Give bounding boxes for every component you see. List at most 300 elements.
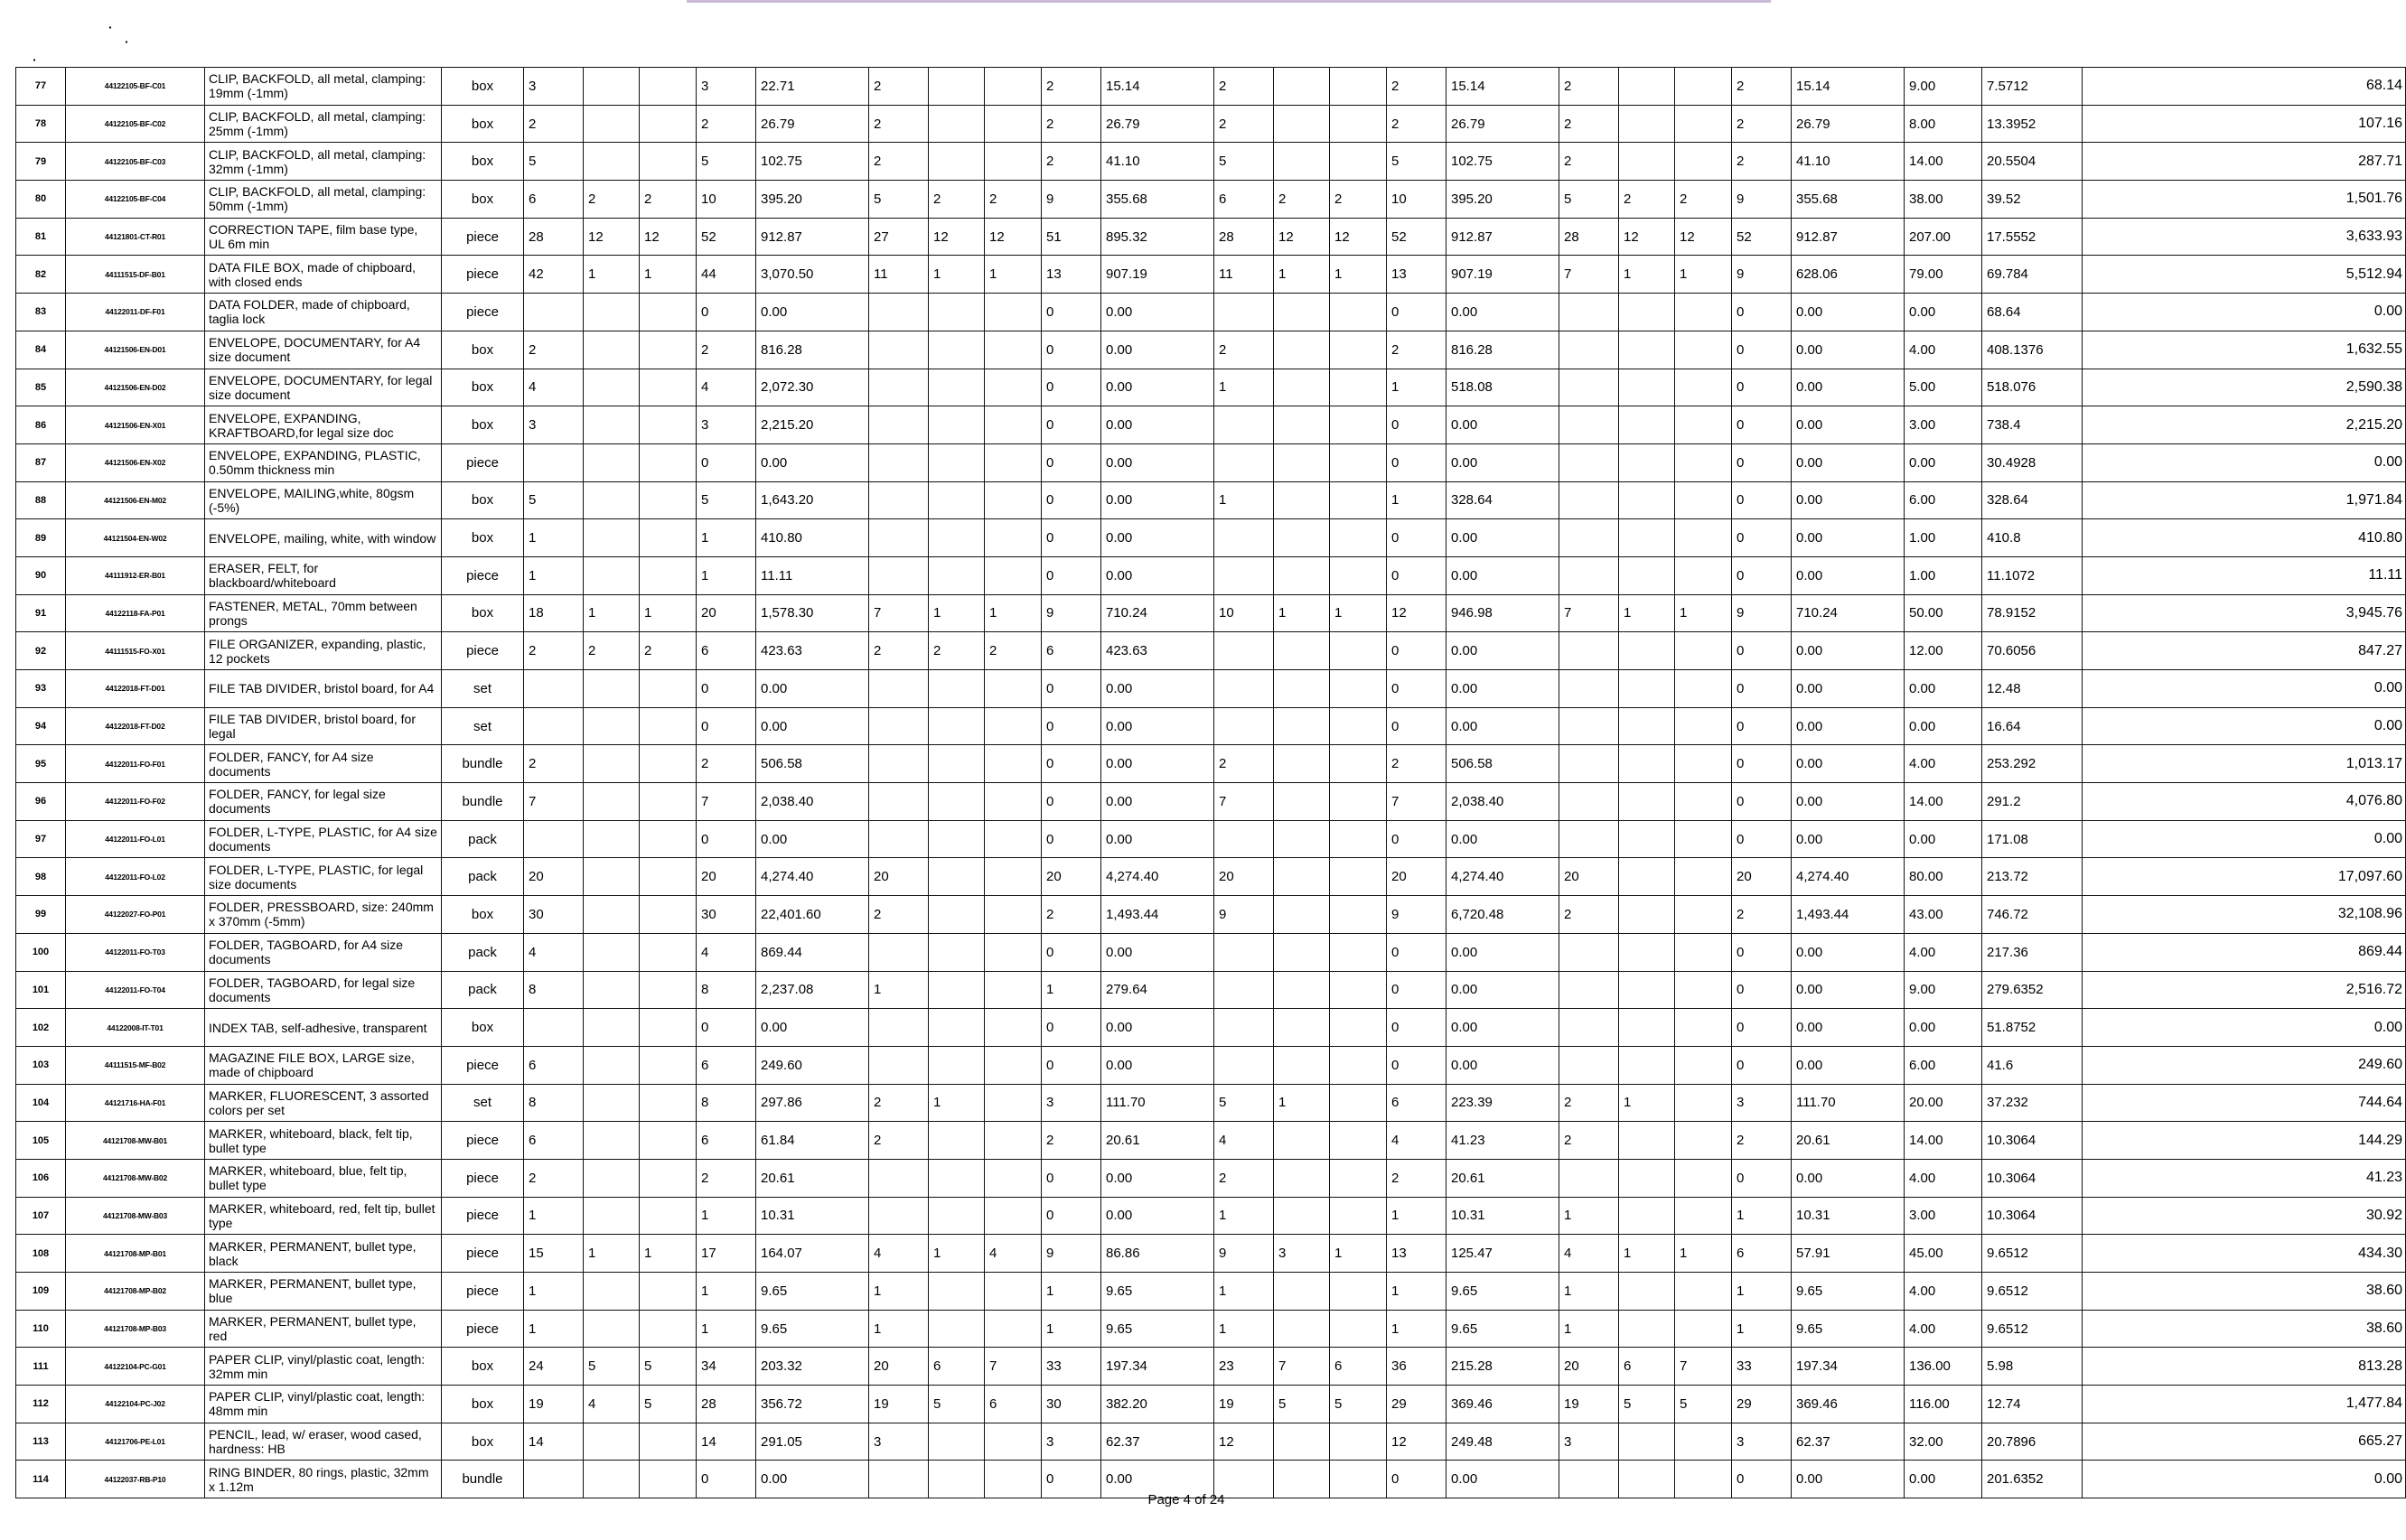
quantity-cell — [1214, 971, 1274, 1009]
quantity-cell: 41.23 — [1446, 1122, 1559, 1160]
quantity-cell: 3 — [1274, 1235, 1330, 1273]
total-amount-cell: 0.00 — [2083, 443, 2406, 481]
quantity-cell: 0.00 — [1792, 783, 1905, 821]
quantity-cell: 0 — [1042, 1046, 1101, 1084]
quantity-cell: 20 — [697, 858, 756, 896]
quantity-cell — [1330, 68, 1387, 106]
quantity-cell: 6 — [1387, 1084, 1446, 1122]
total-amount-cell: 2,516.72 — [2083, 971, 2406, 1009]
quantity-cell: 1 — [929, 594, 985, 632]
quantity-cell: 12 — [1387, 1423, 1446, 1461]
quantity-cell — [584, 1009, 640, 1047]
quantity-cell — [1675, 1197, 1732, 1235]
item-number-cell: 83 — [16, 294, 66, 331]
quantity-cell: 1,578.30 — [756, 594, 869, 632]
quantity-cell — [1619, 331, 1675, 369]
quantity-cell: 7 — [985, 1348, 1042, 1386]
unit-cell: box — [442, 68, 524, 106]
quantity-cell: 1 — [1214, 1310, 1274, 1348]
quantity-cell — [1559, 1046, 1619, 1084]
quantity-cell: 19 — [524, 1386, 584, 1423]
quantity-cell — [985, 933, 1042, 971]
unit-cell: set — [442, 707, 524, 745]
quantity-cell: 0 — [1042, 1159, 1101, 1197]
item-number-cell: 77 — [16, 68, 66, 106]
quantity-cell: 6 — [697, 632, 756, 670]
quantity-cell: 51.8752 — [1982, 1009, 2083, 1047]
item-code-cell: 44122011-FO-F02 — [66, 783, 205, 821]
table-row — [16, 1348, 2406, 1386]
quantity-cell: 1 — [1214, 1273, 1274, 1311]
quantity-cell — [584, 556, 640, 594]
total-amount-cell: 1,971.84 — [2083, 481, 2406, 519]
quantity-cell: 8 — [697, 971, 756, 1009]
quantity-cell — [584, 105, 640, 143]
quantity-cell — [640, 556, 697, 594]
page-number: Page 4 of 24 — [1147, 1492, 1225, 1507]
quantity-cell — [1559, 820, 1619, 858]
table-row — [16, 858, 2406, 896]
quantity-cell — [584, 1122, 640, 1160]
quantity-cell — [929, 143, 985, 181]
quantity-cell — [985, 481, 1042, 519]
quantity-cell: 382.20 — [1101, 1386, 1214, 1423]
quantity-cell — [1274, 294, 1330, 331]
quantity-cell: 14.00 — [1905, 783, 1982, 821]
quantity-cell — [1214, 707, 1274, 745]
quantity-cell — [1619, 1122, 1675, 1160]
scan-mark: · — [125, 34, 129, 49]
item-number-cell: 95 — [16, 745, 66, 783]
quantity-cell — [1675, 1084, 1732, 1122]
quantity-cell — [1330, 105, 1387, 143]
quantity-cell — [1214, 1046, 1274, 1084]
quantity-cell: 17.5552 — [1982, 218, 2083, 256]
unit-cell: box — [442, 369, 524, 406]
total-amount-cell: 1,632.55 — [2083, 331, 2406, 369]
quantity-cell — [1675, 143, 1732, 181]
quantity-cell: 0.00 — [1792, 670, 1905, 708]
quantity-cell — [640, 745, 697, 783]
quantity-cell: 12 — [1214, 1423, 1274, 1461]
quantity-cell: 2 — [1619, 181, 1675, 219]
quantity-cell: 2 — [1559, 896, 1619, 934]
quantity-cell: 1 — [524, 556, 584, 594]
quantity-cell — [985, 1273, 1042, 1311]
quantity-cell: 0 — [1387, 670, 1446, 708]
quantity-cell: 0.00 — [1101, 519, 1214, 557]
item-description-cell: FASTENER, METAL, 70mm between prongs — [205, 594, 442, 632]
quantity-cell — [1274, 745, 1330, 783]
quantity-cell: 20.61 — [1101, 1122, 1214, 1160]
quantity-cell: 28 — [1559, 218, 1619, 256]
quantity-cell — [1559, 670, 1619, 708]
quantity-cell: 369.46 — [1792, 1386, 1905, 1423]
quantity-cell: 1,493.44 — [1792, 896, 1905, 934]
item-number-cell: 91 — [16, 594, 66, 632]
item-description-cell: MARKER, whiteboard, blue, felt tip, bullet type — [205, 1159, 442, 1197]
quantity-cell — [985, 1009, 1042, 1047]
quantity-cell: 297.86 — [756, 1084, 869, 1122]
quantity-cell — [1559, 1009, 1619, 1047]
quantity-cell — [1274, 1046, 1330, 1084]
quantity-cell: 2 — [1387, 745, 1446, 783]
table-row — [16, 1122, 2406, 1160]
quantity-cell: 6 — [524, 1046, 584, 1084]
total-amount-cell: 5,512.94 — [2083, 256, 2406, 294]
quantity-cell: 0.00 — [1101, 820, 1214, 858]
quantity-cell: 0.00 — [1101, 556, 1214, 594]
quantity-cell — [1619, 369, 1675, 406]
total-amount-cell: 0.00 — [2083, 707, 2406, 745]
table-row — [16, 1310, 2406, 1348]
total-amount-cell: 869.44 — [2083, 933, 2406, 971]
quantity-cell: 0.00 — [1446, 406, 1559, 444]
quantity-cell: 2 — [1732, 896, 1792, 934]
quantity-cell: 355.68 — [1101, 181, 1214, 219]
quantity-cell: 5.00 — [1905, 369, 1982, 406]
item-code-cell: 44122011-FO-F01 — [66, 745, 205, 783]
quantity-cell: 11 — [869, 256, 929, 294]
quantity-cell: 79.00 — [1905, 256, 1982, 294]
quantity-cell: 6 — [985, 1386, 1042, 1423]
quantity-cell: 3.00 — [1905, 406, 1982, 444]
quantity-cell: 19 — [1214, 1386, 1274, 1423]
quantity-cell — [985, 783, 1042, 821]
item-description-cell: ENVELOPE, EXPANDING, KRAFTBOARD,for legal size doc — [205, 406, 442, 444]
quantity-cell — [1274, 820, 1330, 858]
quantity-cell: 20 — [1732, 858, 1792, 896]
quantity-cell — [1675, 369, 1732, 406]
quantity-cell — [929, 481, 985, 519]
quantity-cell — [869, 1009, 929, 1047]
unit-cell: piece — [442, 1273, 524, 1311]
quantity-cell: 1 — [869, 971, 929, 1009]
quantity-cell: 15.14 — [1792, 68, 1905, 106]
item-description-cell: PENCIL, lead, w/ eraser, wood cased, hardness: HB — [205, 1423, 442, 1461]
unit-cell: piece — [442, 1046, 524, 1084]
quantity-cell: 0 — [1732, 971, 1792, 1009]
quantity-cell: 0 — [1387, 406, 1446, 444]
quantity-cell — [1330, 294, 1387, 331]
quantity-cell — [584, 858, 640, 896]
quantity-cell: 1.00 — [1905, 556, 1982, 594]
table-row — [16, 1197, 2406, 1235]
quantity-cell — [929, 1197, 985, 1235]
quantity-cell: 1 — [640, 594, 697, 632]
quantity-cell: 2 — [640, 181, 697, 219]
quantity-cell: 2 — [1387, 331, 1446, 369]
quantity-cell: 907.19 — [1101, 256, 1214, 294]
quantity-cell: 78.9152 — [1982, 594, 2083, 632]
quantity-cell: 6 — [697, 1046, 756, 1084]
item-code-cell: 44122011-FO-L02 — [66, 858, 205, 896]
quantity-cell — [1619, 294, 1675, 331]
quantity-cell: 2 — [1732, 68, 1792, 106]
quantity-cell: 9.00 — [1905, 971, 1982, 1009]
item-description-cell: FILE TAB DIVIDER, bristol board, for legal — [205, 707, 442, 745]
item-code-cell: 44122037-RB-P10 — [66, 1461, 205, 1498]
table-row — [16, 594, 2406, 632]
quantity-cell: 395.20 — [756, 181, 869, 219]
total-amount-cell: 847.27 — [2083, 632, 2406, 670]
unit-cell: box — [442, 481, 524, 519]
quantity-cell: 4.00 — [1905, 1310, 1982, 1348]
item-description-cell: FILE ORGANIZER, expanding, plastic, 12 pockets — [205, 632, 442, 670]
item-number-cell: 102 — [16, 1009, 66, 1047]
quantity-cell — [640, 1046, 697, 1084]
quantity-cell: 6,720.48 — [1446, 896, 1559, 934]
quantity-cell — [1675, 1159, 1732, 1197]
quantity-cell: 39.52 — [1982, 181, 2083, 219]
quantity-cell: 0.00 — [1905, 670, 1982, 708]
quantity-cell: 4,274.40 — [756, 858, 869, 896]
quantity-cell — [985, 670, 1042, 708]
quantity-cell: 0.00 — [1101, 1461, 1214, 1498]
quantity-cell: 1 — [524, 1197, 584, 1235]
quantity-cell: 4,274.40 — [1101, 858, 1214, 896]
quantity-cell: 0.00 — [1446, 1046, 1559, 1084]
quantity-cell — [584, 1423, 640, 1461]
item-number-cell: 100 — [16, 933, 66, 971]
item-code-cell: 44121716-HA-F01 — [66, 1084, 205, 1122]
quantity-cell: 20.61 — [1446, 1159, 1559, 1197]
quantity-cell — [640, 670, 697, 708]
quantity-cell: 9.65 — [1101, 1310, 1214, 1348]
quantity-cell: 1 — [1675, 256, 1732, 294]
quantity-cell: 2 — [985, 632, 1042, 670]
table-row — [16, 443, 2406, 481]
quantity-cell — [929, 1046, 985, 1084]
item-description-cell: FOLDER, FANCY, for A4 size documents — [205, 745, 442, 783]
quantity-cell: 2 — [1732, 105, 1792, 143]
quantity-cell: 0.00 — [1101, 294, 1214, 331]
item-code-cell: 44122011-FO-T04 — [66, 971, 205, 1009]
quantity-cell — [869, 369, 929, 406]
quantity-cell: 0.00 — [1446, 1461, 1559, 1498]
quantity-cell: 5 — [1675, 1386, 1732, 1423]
quantity-cell: 4.00 — [1905, 933, 1982, 971]
quantity-cell: 207.00 — [1905, 218, 1982, 256]
quantity-cell: 2 — [1042, 896, 1101, 934]
quantity-cell — [1619, 971, 1675, 1009]
quantity-cell — [640, 481, 697, 519]
item-number-cell: 93 — [16, 670, 66, 708]
quantity-cell: 20 — [524, 858, 584, 896]
quantity-cell: 51 — [1042, 218, 1101, 256]
quantity-cell — [1330, 1159, 1387, 1197]
total-amount-cell: 38.60 — [2083, 1310, 2406, 1348]
quantity-cell: 1 — [1042, 1310, 1101, 1348]
quantity-cell: 912.87 — [1446, 218, 1559, 256]
item-number-cell: 105 — [16, 1122, 66, 1160]
quantity-cell: 356.72 — [756, 1386, 869, 1423]
quantity-cell: 14.00 — [1905, 143, 1982, 181]
quantity-cell: 1 — [929, 1084, 985, 1122]
quantity-cell: 9.65 — [1792, 1273, 1905, 1311]
quantity-cell: 2 — [985, 181, 1042, 219]
quantity-cell: 0.00 — [756, 670, 869, 708]
quantity-cell: 0 — [1042, 294, 1101, 331]
item-code-cell: 44121708-MW-B01 — [66, 1122, 205, 1160]
quantity-cell: 738.4 — [1982, 406, 2083, 444]
unit-cell: box — [442, 105, 524, 143]
table-row — [16, 1273, 2406, 1311]
quantity-cell: 0 — [1042, 406, 1101, 444]
quantity-cell: 102.75 — [756, 143, 869, 181]
quantity-cell: 0.00 — [1101, 707, 1214, 745]
quantity-cell — [1619, 1197, 1675, 1235]
quantity-cell: 0 — [1042, 331, 1101, 369]
quantity-cell — [1214, 443, 1274, 481]
quantity-cell — [584, 896, 640, 934]
quantity-cell: 1 — [1619, 1084, 1675, 1122]
item-code-cell: 44121801-CT-R01 — [66, 218, 205, 256]
quantity-cell — [1330, 1009, 1387, 1047]
quantity-cell: 0.00 — [1792, 745, 1905, 783]
total-amount-cell: 287.71 — [2083, 143, 2406, 181]
quantity-cell: 1 — [1619, 256, 1675, 294]
quantity-cell: 5 — [1619, 1386, 1675, 1423]
item-code-cell: 44122105-BF-C03 — [66, 143, 205, 181]
quantity-cell — [1274, 670, 1330, 708]
quantity-cell — [584, 707, 640, 745]
quantity-cell: 3 — [1732, 1084, 1792, 1122]
quantity-cell — [640, 1084, 697, 1122]
item-code-cell: 44121708-MW-B02 — [66, 1159, 205, 1197]
table-row — [16, 971, 2406, 1009]
quantity-cell — [869, 406, 929, 444]
item-description-cell: ENVELOPE, DOCUMENTARY, for legal size document — [205, 369, 442, 406]
quantity-cell: 410.80 — [756, 519, 869, 557]
quantity-cell: 2,038.40 — [756, 783, 869, 821]
quantity-cell — [1274, 933, 1330, 971]
quantity-cell: 0.00 — [1101, 1009, 1214, 1047]
quantity-cell: 6.00 — [1905, 481, 1982, 519]
quantity-cell — [985, 369, 1042, 406]
quantity-cell — [1274, 331, 1330, 369]
quantity-cell: 2 — [640, 632, 697, 670]
quantity-cell: 2,072.30 — [756, 369, 869, 406]
quantity-cell: 3 — [1732, 1423, 1792, 1461]
quantity-cell: 5 — [640, 1386, 697, 1423]
quantity-cell: 26.79 — [1446, 105, 1559, 143]
quantity-cell: 0 — [1042, 481, 1101, 519]
quantity-cell: 5 — [640, 1348, 697, 1386]
quantity-cell: 111.70 — [1101, 1084, 1214, 1122]
quantity-cell — [869, 556, 929, 594]
quantity-cell: 11 — [1214, 256, 1274, 294]
quantity-cell — [1559, 632, 1619, 670]
quantity-cell — [1675, 331, 1732, 369]
quantity-cell — [985, 443, 1042, 481]
quantity-cell — [985, 1159, 1042, 1197]
table-row — [16, 783, 2406, 821]
quantity-cell: 1 — [1619, 594, 1675, 632]
quantity-cell — [1559, 1159, 1619, 1197]
quantity-cell: 869.44 — [756, 933, 869, 971]
quantity-cell — [1214, 632, 1274, 670]
quantity-cell — [640, 443, 697, 481]
quantity-cell — [1619, 556, 1675, 594]
item-code-cell: 44121506-EN-D01 — [66, 331, 205, 369]
quantity-cell: 0 — [1387, 1461, 1446, 1498]
quantity-cell — [1274, 443, 1330, 481]
quantity-cell — [1274, 1122, 1330, 1160]
table-row — [16, 331, 2406, 369]
quantity-cell: 1 — [697, 1273, 756, 1311]
quantity-cell — [1619, 933, 1675, 971]
quantity-cell: 197.34 — [1101, 1348, 1214, 1386]
quantity-cell: 10.31 — [756, 1197, 869, 1235]
quantity-cell: 1 — [1214, 1197, 1274, 1235]
quantity-cell: 5 — [697, 143, 756, 181]
item-description-cell: MAGAZINE FILE BOX, LARGE size, made of chipboard — [205, 1046, 442, 1084]
quantity-cell — [929, 68, 985, 106]
quantity-cell: 1 — [1214, 481, 1274, 519]
quantity-cell: 3 — [1042, 1084, 1101, 1122]
quantity-cell: 215.28 — [1446, 1348, 1559, 1386]
quantity-cell — [640, 406, 697, 444]
quantity-cell — [1559, 933, 1619, 971]
quantity-cell: 2 — [1559, 143, 1619, 181]
quantity-cell: 20 — [1387, 858, 1446, 896]
quantity-cell: 1 — [1042, 971, 1101, 1009]
quantity-cell: 1 — [1732, 1310, 1792, 1348]
quantity-cell: 1 — [1559, 1310, 1619, 1348]
quantity-cell: 9.65 — [756, 1310, 869, 1348]
quantity-cell — [1675, 1009, 1732, 1047]
unit-cell: piece — [442, 256, 524, 294]
quantity-cell: 5 — [869, 181, 929, 219]
quantity-cell: 26.79 — [1792, 105, 1905, 143]
quantity-cell: 0 — [1732, 820, 1792, 858]
quantity-cell — [1675, 783, 1732, 821]
item-code-cell: 44122105-BF-C01 — [66, 68, 205, 106]
item-description-cell: FOLDER, FANCY, for legal size documents — [205, 783, 442, 821]
quantity-cell: 0 — [1732, 933, 1792, 971]
quantity-cell: 1 — [1732, 1197, 1792, 1235]
total-amount-cell: 17,097.60 — [2083, 858, 2406, 896]
quantity-cell: 1,643.20 — [756, 481, 869, 519]
quantity-cell: 2 — [524, 632, 584, 670]
quantity-cell: 2 — [1559, 1084, 1619, 1122]
quantity-cell — [640, 519, 697, 557]
table-row — [16, 820, 2406, 858]
quantity-cell: 0 — [1042, 443, 1101, 481]
item-number-cell: 96 — [16, 783, 66, 821]
quantity-cell — [929, 369, 985, 406]
quantity-cell: 27 — [869, 218, 929, 256]
quantity-cell: 29 — [1732, 1386, 1792, 1423]
quantity-cell — [1619, 1423, 1675, 1461]
quantity-cell — [1559, 369, 1619, 406]
quantity-cell: 0.00 — [1792, 820, 1905, 858]
quantity-cell: 28 — [524, 218, 584, 256]
quantity-cell: 0.00 — [1101, 481, 1214, 519]
quantity-cell: 2 — [1042, 1122, 1101, 1160]
quantity-cell: 0.00 — [1446, 443, 1559, 481]
quantity-cell — [1675, 820, 1732, 858]
item-number-cell: 103 — [16, 1046, 66, 1084]
quantity-cell: 20 — [1042, 858, 1101, 896]
quantity-cell: 0 — [1042, 783, 1101, 821]
quantity-cell: 30.4928 — [1982, 443, 2083, 481]
quantity-cell: 3.00 — [1905, 1197, 1982, 1235]
quantity-cell: 410.8 — [1982, 519, 2083, 557]
quantity-cell: 4 — [985, 1235, 1042, 1273]
table-row — [16, 670, 2406, 708]
